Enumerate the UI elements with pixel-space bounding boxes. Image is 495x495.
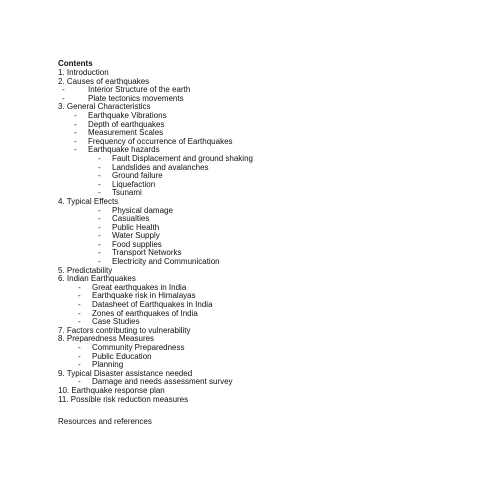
toc-subitem-label: Damage and needs assessment survey xyxy=(92,377,233,387)
toc-subitem-label: Datasheet of Earthquakes in India xyxy=(92,300,213,310)
resources-line: Resources and references xyxy=(58,417,152,427)
toc-bullet-dash: - xyxy=(74,145,77,155)
toc-bullet-dash: - xyxy=(78,282,81,292)
toc-subitem-label: Earthquake hazards xyxy=(88,145,160,155)
toc-bullet-dash: - xyxy=(98,248,101,258)
toc-bullet-dash: - xyxy=(78,317,81,327)
toc-subitem-label: Planning xyxy=(92,360,124,370)
toc-bullet-dash: - xyxy=(74,136,77,146)
toc-section-label: 4. Typical Effects xyxy=(58,196,119,206)
toc-subitem-label: Depth of earthquakes xyxy=(88,119,165,129)
toc-subitem-label: Physical damage xyxy=(112,205,173,215)
toc-subitem-label: Public Health xyxy=(112,222,160,232)
toc-bullet-dash: - xyxy=(78,343,81,352)
toc-bullet-dash: - xyxy=(98,188,101,198)
toc-subitem-label: Landslides and avalanches xyxy=(112,162,209,172)
toc-bullet-dash: - xyxy=(98,214,101,224)
toc-list xyxy=(58,69,438,404)
toc-subitem-label: Public Education xyxy=(92,351,152,361)
toc-subitem-label: Earthquake Vibrations xyxy=(88,110,167,120)
toc-subitem-label: Fault Displacement and ground shaking xyxy=(112,153,253,163)
toc-bullet-dash: - xyxy=(78,377,81,387)
toc-bullet-dash: - xyxy=(78,360,81,370)
toc-bullet-dash: - xyxy=(98,239,101,249)
toc-subitem-label: Frequency of occurrence of Earthquakes xyxy=(88,136,233,146)
toc-subitem-label: Transport Networks xyxy=(112,248,182,258)
toc-bullet-dash: - xyxy=(78,308,81,318)
toc-subitem-label: Community Preparedness xyxy=(92,343,185,352)
table-of-contents xyxy=(58,60,438,427)
toc-bullet-dash: - xyxy=(78,291,81,301)
toc-subitem-label: Water Supply xyxy=(112,231,160,241)
toc-bullet-dash: - xyxy=(74,119,77,129)
toc-bullet-dash: - xyxy=(98,257,101,267)
toc-subitem-label: Measurement Scales xyxy=(88,128,164,138)
toc-subitem-label: Earthquake risk in Himalayas xyxy=(92,291,196,301)
toc-subitem-label: Case Studies xyxy=(92,317,140,327)
toc-section-label: 2. Causes of earthquakes xyxy=(58,76,150,86)
toc-subitem-label: Tsunami xyxy=(112,188,142,198)
toc-bullet-dash: - xyxy=(98,231,101,241)
toc-subitem-label: Ground failure xyxy=(112,171,163,181)
toc-bullet-dash: - xyxy=(78,351,81,361)
toc-subitem-label: Liquefaction xyxy=(112,179,156,189)
toc-bullet-dash: - xyxy=(74,110,77,120)
toc-section-label: 8. Preparedness Measures xyxy=(58,334,155,344)
toc-subitem-label: Food supplies xyxy=(112,239,162,249)
toc-subitem-label: Zones of earthquakes of India xyxy=(92,308,198,318)
toc-bullet-dash: - xyxy=(62,85,65,95)
toc-section-label: 9. Typical Disaster assistance needed xyxy=(58,368,193,378)
toc-section-label: 3. General Characteristics xyxy=(58,102,151,112)
toc-section-label: 10. Earthquake response plan xyxy=(58,385,165,395)
toc-bullet-dash: - xyxy=(98,171,101,181)
toc-bullet-dash: - xyxy=(62,93,65,103)
toc-section-label: 7. Factors contributing to vulnerability xyxy=(58,325,191,335)
toc-bullet-dash: - xyxy=(78,300,81,310)
toc-bullet-dash: - xyxy=(74,128,77,138)
contents-heading: Contents xyxy=(58,59,93,68)
toc-subitem-label: Interior Structure of the earth xyxy=(88,85,191,95)
toc-section-label: 6. Indian Earthquakes xyxy=(58,274,136,284)
toc-section-label: 11. Possible risk reduction measures xyxy=(58,394,189,404)
toc-subitem-label: Electricity and Communication xyxy=(112,257,220,267)
toc-subitem-label: Plate tectonics movements xyxy=(88,93,184,103)
toc-bullet-dash: - xyxy=(98,205,101,215)
toc-bullet-dash: - xyxy=(98,222,101,232)
toc-subitem-label: Casualties xyxy=(112,214,150,224)
spacer xyxy=(58,404,438,418)
toc-entry xyxy=(58,258,438,267)
toc-bullet-dash: - xyxy=(98,162,101,172)
toc-entry xyxy=(58,396,438,405)
toc-section-label: 5. Predictability xyxy=(58,265,113,275)
toc-bullet-dash: - xyxy=(98,179,101,189)
toc-subitem-label: Great earthquakes in India xyxy=(92,282,187,292)
toc-bullet-dash: - xyxy=(98,153,101,163)
toc-section-label: 1. Introduction xyxy=(58,68,109,77)
